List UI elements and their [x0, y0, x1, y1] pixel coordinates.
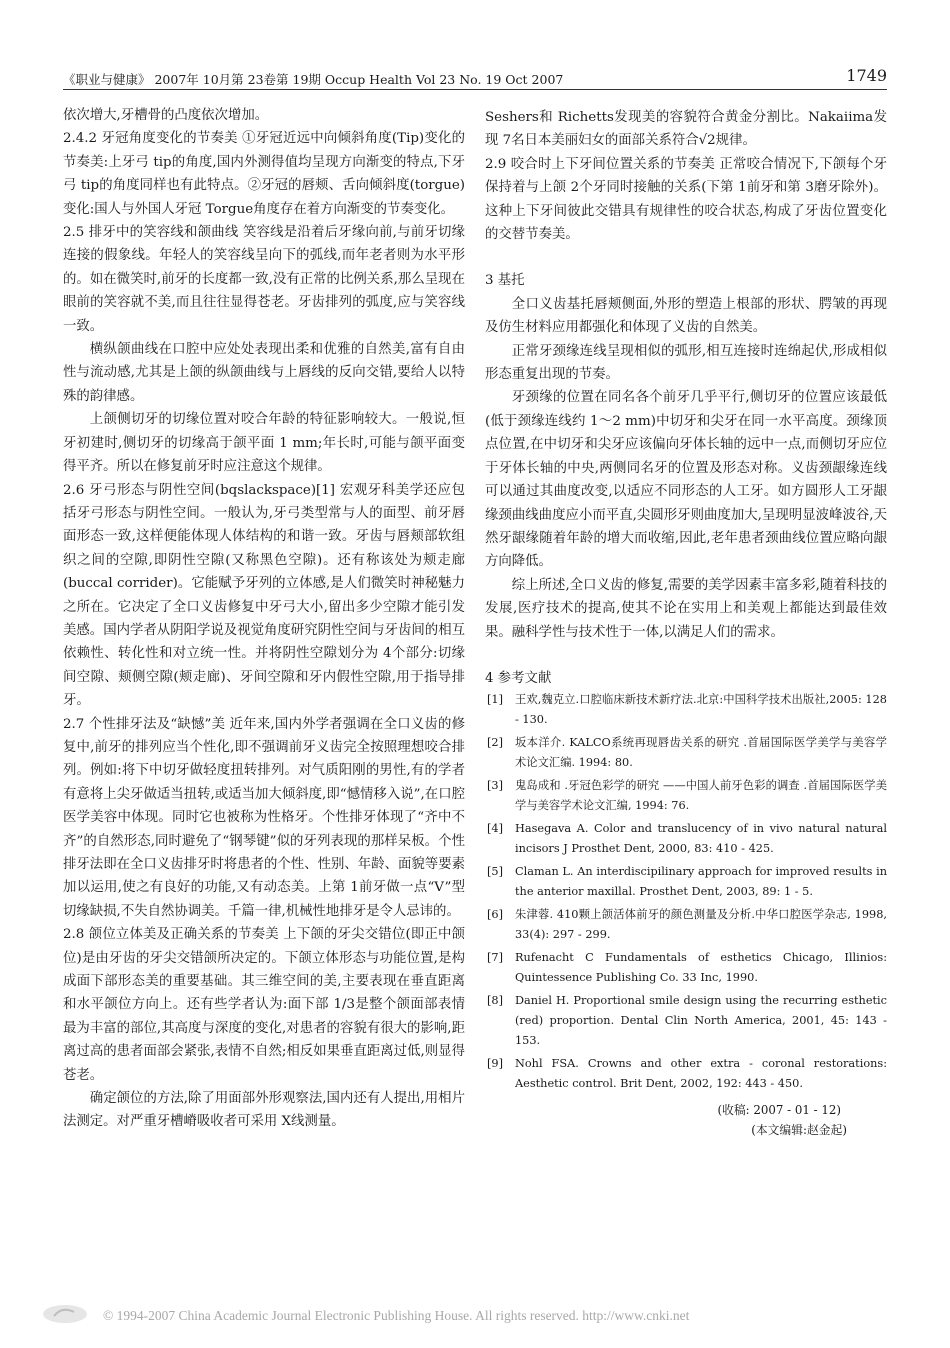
right-column-body — [485, 106, 887, 690]
left-column — [63, 104, 465, 1134]
reference-number: [5] — [487, 865, 504, 879]
right-column — [485, 106, 887, 1140]
reference-item — [485, 905, 887, 945]
reference-item — [485, 948, 887, 988]
reference-number: [6] — [487, 908, 504, 922]
reference-text: 王欢,魏克立.口腔临床新技术新疗法.北京:中国科学技术出版社,2005: 128 - 130. — [515, 693, 887, 727]
reference-number: [9] — [487, 1057, 504, 1071]
reference-number: [8] — [487, 994, 504, 1008]
section-paragraph: 2.9 咬合时上下牙间位置关系的节奏美 正常咬合情况下,下颌每个牙保持着与上颌 2个牙同时接触的关系(下第 1前牙和第 3磨牙除外)。这种上下牙间彼此交错具有规律性的咬合状态,构成了牙齿位置变化的交替节奏美。 — [485, 156, 887, 243]
reference-text: Rufenacht C Fundamentals of esthetics Chicago, Illinios: Quintessence Publishing Co. 33 Inc, 1990. — [515, 951, 887, 985]
reference-item — [485, 819, 887, 859]
body-paragraph: 横纵颌曲线在口腔中应处处表现出柔和优雅的自然美,富有自由性与流动感,尤其是上颌的纵颌曲线与上唇线的反向交错,要给人以特殊的韵律感。 — [63, 342, 465, 404]
body-paragraph: 正常牙颈缘连线呈现相似的弧形,相互连接时连绵起伏,形成相似形态重复出现的节奏。 — [485, 343, 887, 383]
received-date: (收稿: 2007 - 01 - 12) — [717, 1103, 841, 1118]
paragraph-gap — [485, 644, 887, 667]
body-paragraph: Seshers和 Richetts发现美的容貌符合黄金分割比。Nakaiima发现 7名日本美丽妇女的面部关系符合√2规律。 — [485, 110, 887, 149]
reference-item — [485, 733, 887, 773]
reference-text: Daniel H. Proportional smile design using the recurring esthetic (red) proportion. Dental Clin North America, 2001, 45: 143 - 153. — [515, 994, 887, 1048]
reference-item — [485, 991, 887, 1051]
reference-item — [485, 776, 887, 816]
section-paragraph: 2.5 排牙中的笑容线和颌曲线 笑容线是沿着后牙缘向前,与前牙切缘连接的假象线。年轻人的笑容线呈向下的弧线,而年老者则为水平形的。如在微笑时,前牙的长度都一致,没有正常的比例关系,那么呈现在眼前的笑容就不美,而且往往显得苍老。牙齿排列的弧度,应与笑容线一致。 — [63, 225, 465, 334]
body-paragraph: 确定颌位的方法,除了用面部外形观察法,国内还有人提出,用相片法测定。对严重牙槽嵴吸收者可采用 X线测量。 — [63, 1091, 465, 1130]
reference-item — [485, 690, 887, 730]
reference-list — [485, 690, 887, 1094]
section-paragraph: 3 基托 — [485, 273, 525, 289]
section-paragraph: 2.4.2 牙冠角度变化的节奏美 ①牙冠近远中向倾斜角度(Tip)变化的节奏美:上牙弓 tip的角度,国内外测得值均呈现方向渐变的特点,下牙弓 tip的角度同样也有此特点。②牙冠的唇颊、舌向倾斜度(torgue)变化:国人与外国人牙冠 Torgue角度存在着方向渐变的节奏变化。 — [63, 131, 465, 217]
footer — [0, 1300, 950, 1330]
header-rule — [63, 89, 887, 90]
running-header — [63, 66, 887, 88]
reference-number: [3] — [487, 779, 504, 793]
paragraph-gap — [485, 246, 887, 269]
section-paragraph: 2.7 个性排牙法及“缺憾”美 近年来,国内外学者强调在全口义齿的修复中,前牙的排列应当个性化,即不强调前牙义齿完全按照理想咬合排列。例如:将下中切牙做轻度扭转排列。对气质阳刚的男性,有的学者有意将上尖牙做适当扭转,或适当加大倾斜度,即“憾情移入说”,在口腔医学美容中体现。同时它也被称为性格牙。个性排牙体现了“齐中不齐”的自然形态,同时避免了“钢琴键”似的牙列表现的那样呆板。个性排牙法即在全口义齿排牙时将患者的个性、性别、年龄、面貌等要素加以运用,使之有良好的功能,又有动态美。上第 1前牙做一点“V”型切缘缺损,不失自然协调美。千篇一律,机械性地排牙是令人忌讳的。 — [63, 716, 465, 919]
reference-number: [4] — [487, 822, 504, 836]
editor-note: (本文编辑:赵金起) — [751, 1123, 847, 1138]
reference-number: [1] — [487, 693, 504, 707]
journal-citation: 《职业与健康》 2007年 10月第 23卷第 19期 Occup Health Vol 23 No. 19 Oct 2007 — [63, 72, 564, 87]
reference-text: 坂本洋介. KALCO系统再现唇齿关系的研究 .首届国际医学美学与美容学术论文汇编. 1994: 80. — [515, 736, 887, 770]
reference-item — [485, 1054, 887, 1094]
reference-item — [485, 862, 887, 902]
reference-number: [7] — [487, 951, 504, 965]
reference-text: Hasegava A. Color and translucency of in vivo natural natural incisors J Prosthet Dent, 2000, 83: 410 - 425. — [515, 822, 887, 856]
copyright-notice: © 1994-2007 China Academic Journal Electronic Publishing House. All rights reserved. http://www.cnki.net — [103, 1308, 690, 1323]
reference-text: Nohl FSA. Crowns and other extra - coronal restorations: Aesthetic control. Brit Dent, 2002, 192: 443 - 450. — [515, 1057, 887, 1091]
reference-text: 朱津蓉. 410颗上颌活体前牙的颜色测量及分析.中华口腔医学杂志, 1998, 33(4): 297 - 299. — [515, 908, 887, 942]
body-paragraph: 依次增大,牙槽骨的凸度依次增加。 — [63, 108, 269, 123]
body-paragraph: 全口义齿基托唇颊侧面,外形的塑造上根部的形状、腭皱的再现及仿生材料应用都强化和体现了义齿的自然美。 — [485, 296, 887, 336]
reference-text: Claman L. An interdiscipilinary approach for improved results in the anterior maxillal. Prosthet Dent, 2003, 89: 1 - 5. — [515, 865, 887, 899]
page-number: 1749 — [846, 66, 887, 85]
publisher-logo-icon — [40, 1302, 90, 1326]
body-paragraph: 综上所述,全口义齿的修复,需要的美学因素丰富多彩,随着科技的发展,医疗技术的提高,使其不论在实用上和美观上都能达到最佳效果。融科学性与技术性于一体,以满足人们的需求。 — [485, 577, 887, 640]
section-paragraph: 2.8 颌位立体美及正确关系的节奏美 上下颌的牙尖交错位(即正中颌位)是由牙齿的牙尖交错颌所决定的。下颌立体形态与功能位置,是构成面下部形态美的重要基础。其三维空间的美,主要表现在垂直距离和水平颌位方向上。还有些学者认为:面下部 1/3是整个颌面部表情最为丰富的部位,其高度与深度的变化,对患者的容貌有很大的影响,距离过高的患者面部会紧张,表情不自然;相反如果垂直距离过低,则显得苍老。 — [63, 927, 465, 1083]
reference-number: [2] — [487, 736, 504, 750]
body-paragraph: 上颌侧切牙的切缘位置对咬合年龄的特征影响较大。一般说,恒牙初建时,侧切牙的切缘高于颌平面 1 mm;年长时,可能与颌平面变得平齐。所以在修复前牙时应注意这个规律。 — [63, 412, 465, 475]
section-paragraph: 2.6 牙弓形态与阴性空间(bqslackspace)[1] 宏观牙科美学还应包括牙弓形态与阴性空间。一般认为,牙弓类型常与人的面型、前牙唇面形态一致,这样便能体现人体结构的和谐一致。牙齿与唇颊部软组织之间的空隙,即阴性空隙(又称黑色空隙)。还有称该处为颊走廊(buccal corrider)。它能赋予牙列的立体感,是人们微笑时神秘魅力之所在。它决定了全口义齿修复中牙弓大小,留出多少空隙才能引发美感。国内学者从阴阳学说及视觉角度研究阴性空间与牙齿间的相互依赖性、转化性和对立统一性。并将阴性空隙划分为 4个部分:切缘间空隙、颊侧空隙(颊走廊)、牙间空隙和牙内假性空隙,用于指导排牙。 — [63, 482, 465, 709]
body-paragraph: 牙颈缘的位置在同名各个前牙几乎平行,侧切牙的位置应该最低(低于颈缘连线约 1～2 mm)中切牙和尖牙在同一水平高度。颈缘顶点位置,在中切牙和尖牙应该偏向牙体长轴的远中一点,而侧切牙应位于牙体长轴的中央,两侧同名牙的位置及形态对称。义齿颈龈缘连线可以通过其曲度改变,以适应不同形态的人工牙。如方圆形人工牙龈缘颈曲线曲度应小而平直,尖圆形牙则曲度加大,呈现明显波峰波谷,天然牙龈缘随着年龄的增大而收缩,因此,老年患者颈曲线位置应略向龈方向降低。 — [485, 390, 887, 570]
section-paragraph: 4 参考文献 — [485, 670, 552, 686]
reference-text: 鬼岛成和 .牙冠色彩学的研究 ——中国人前牙色彩的调查 .首届国际医学美学与美容学术论文汇编, 1994: 76. — [515, 779, 887, 813]
